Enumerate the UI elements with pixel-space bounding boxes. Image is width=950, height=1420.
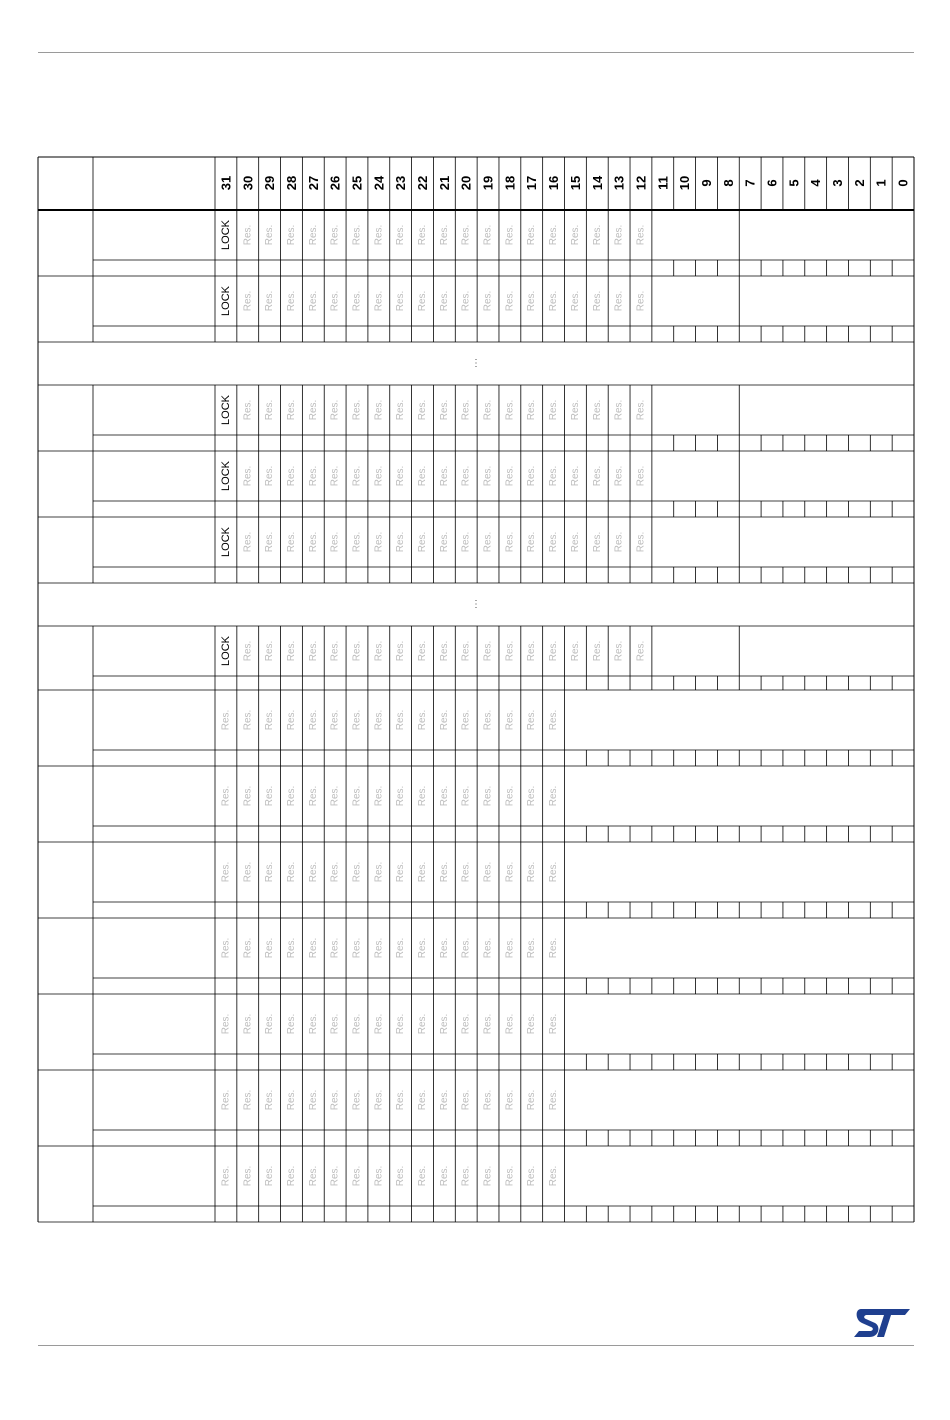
reserved-bit-label: Res. — [613, 465, 625, 487]
reserved-bit-label: Res. — [548, 465, 560, 487]
reserved-bit-label: Res. — [220, 709, 232, 731]
reserved-bit-label: Res. — [285, 1165, 297, 1187]
lock-bit-label: LOCK — [219, 395, 232, 425]
reserved-bit-label: Res. — [504, 709, 516, 731]
reserved-bit-label: Res. — [417, 937, 429, 959]
lock-bit-label: LOCK — [219, 286, 232, 316]
reserved-bit-label: Res. — [438, 1089, 450, 1111]
reserved-bit-label: Res. — [264, 640, 276, 662]
row-ellipsis: ⋮ — [471, 599, 481, 610]
reserved-bit-label: Res. — [548, 785, 560, 807]
reserved-bit-label: Res. — [482, 709, 494, 731]
reserved-bit-label: Res. — [264, 937, 276, 959]
reserved-bit-label: Res. — [438, 1013, 450, 1035]
bit-number-5: 5 — [786, 179, 802, 187]
reserved-bit-label: Res. — [395, 785, 407, 807]
bit-number-19: 19 — [480, 175, 496, 191]
reserved-bit-label: Res. — [220, 937, 232, 959]
reserved-bit-label: Res. — [242, 531, 254, 553]
reserved-bit-label: Res. — [526, 531, 538, 553]
reserved-bit-label: Res. — [417, 399, 429, 421]
bit-number-23: 23 — [393, 175, 409, 191]
reserved-bit-label: Res. — [438, 1165, 450, 1187]
reserved-bit-label: Res. — [548, 1089, 560, 1111]
reserved-bit-label: Res. — [417, 861, 429, 883]
reserved-bit-label: Res. — [548, 1013, 560, 1035]
reserved-bit-label: Res. — [460, 1165, 472, 1187]
reserved-bit-label: Res. — [351, 224, 363, 246]
reserved-bit-label: Res. — [351, 1013, 363, 1035]
reserved-bit-label: Res. — [264, 399, 276, 421]
reserved-bit-label: Res. — [220, 1013, 232, 1035]
reserved-bit-label: Res. — [417, 640, 429, 662]
reserved-bit-label: Res. — [548, 937, 560, 959]
reserved-bit-label: Res. — [613, 290, 625, 312]
reserved-bit-label: Res. — [373, 1089, 385, 1111]
reserved-bit-label: Res. — [264, 1013, 276, 1035]
reserved-bit-label: Res. — [438, 399, 450, 421]
row-ellipsis: ⋮ — [471, 358, 481, 369]
reserved-bit-label: Res. — [307, 1013, 319, 1035]
reserved-bit-label: Res. — [264, 531, 276, 553]
reserved-bit-label: Res. — [417, 290, 429, 312]
reserved-bit-label: Res. — [307, 399, 319, 421]
lock-bit-label: LOCK — [219, 527, 232, 557]
reserved-bit-label: Res. — [395, 1013, 407, 1035]
bit-number-31: 31 — [218, 175, 234, 191]
reserved-bit-label: Res. — [460, 399, 472, 421]
reserved-bit-label: Res. — [526, 861, 538, 883]
reserved-bit-label: Res. — [395, 640, 407, 662]
reserved-bit-label: Res. — [264, 465, 276, 487]
reserved-bit-label: Res. — [482, 1013, 494, 1035]
bit-number-8: 8 — [720, 179, 736, 187]
lock-bit-label: LOCK — [219, 220, 232, 250]
reserved-bit-label: Res. — [482, 1165, 494, 1187]
reserved-bit-label: Res. — [307, 861, 319, 883]
reserved-bit-label: Res. — [264, 1089, 276, 1111]
reserved-bit-label: Res. — [482, 640, 494, 662]
bit-number-26: 26 — [327, 175, 343, 191]
reserved-bit-label: Res. — [307, 224, 319, 246]
reserved-bit-label: Res. — [395, 399, 407, 421]
reserved-bit-label: Res. — [307, 640, 319, 662]
reserved-bit-label: Res. — [373, 465, 385, 487]
reserved-bit-label: Res. — [526, 465, 538, 487]
reserved-bit-label: Res. — [329, 1013, 341, 1035]
reserved-bit-label: Res. — [504, 290, 516, 312]
bit-number-14: 14 — [589, 175, 605, 191]
reserved-bit-label: Res. — [548, 224, 560, 246]
reserved-bit-label: Res. — [635, 640, 647, 662]
reserved-bit-label: Res. — [526, 290, 538, 312]
reserved-bit-label: Res. — [307, 937, 319, 959]
reserved-bit-label: Res. — [329, 937, 341, 959]
reserved-bit-label: Res. — [285, 937, 297, 959]
reserved-bit-label: Res. — [285, 861, 297, 883]
bit-number-25: 25 — [349, 175, 365, 191]
reserved-bit-label: Res. — [504, 399, 516, 421]
reserved-bit-label: Res. — [569, 531, 581, 553]
reserved-bit-label: Res. — [351, 861, 363, 883]
reserved-bit-label: Res. — [526, 1165, 538, 1187]
reserved-bit-label: Res. — [242, 640, 254, 662]
bit-number-24: 24 — [371, 175, 387, 191]
reserved-bit-label: Res. — [395, 290, 407, 312]
bit-number-22: 22 — [415, 175, 431, 191]
reserved-bit-label: Res. — [460, 861, 472, 883]
reserved-bit-label: Res. — [569, 290, 581, 312]
reserved-bit-label: Res. — [504, 1013, 516, 1035]
reserved-bit-label: Res. — [329, 785, 341, 807]
reserved-bit-label: Res. — [526, 224, 538, 246]
reserved-bit-label: Res. — [351, 399, 363, 421]
reserved-bit-label: Res. — [504, 224, 516, 246]
reserved-bit-label: Res. — [417, 224, 429, 246]
reserved-bit-label: Res. — [591, 531, 603, 553]
lock-bit-label: LOCK — [219, 636, 232, 666]
reserved-bit-label: Res. — [504, 937, 516, 959]
reserved-bit-label: Res. — [395, 531, 407, 553]
reserved-bit-label: Res. — [417, 531, 429, 553]
reserved-bit-label: Res. — [504, 1089, 516, 1111]
reserved-bit-label: Res. — [569, 640, 581, 662]
bit-number-17: 17 — [524, 175, 540, 191]
reserved-bit-label: Res. — [460, 290, 472, 312]
bit-number-9: 9 — [698, 179, 714, 187]
reserved-bit-label: Res. — [548, 709, 560, 731]
bit-number-29: 29 — [262, 175, 278, 191]
reserved-bit-label: Res. — [526, 937, 538, 959]
reserved-bit-label: Res. — [635, 531, 647, 553]
reserved-bit-label: Res. — [482, 399, 494, 421]
reserved-bit-label: Res. — [373, 290, 385, 312]
reserved-bit-label: Res. — [460, 785, 472, 807]
reserved-bit-label: Res. — [285, 709, 297, 731]
reserved-bit-label: Res. — [264, 861, 276, 883]
reserved-bit-label: Res. — [526, 1013, 538, 1035]
reserved-bit-label: Res. — [438, 531, 450, 553]
bit-number-1: 1 — [873, 179, 889, 187]
reserved-bit-label: Res. — [285, 1089, 297, 1111]
reserved-bit-label: Res. — [373, 224, 385, 246]
reserved-bit-label: Res. — [329, 861, 341, 883]
reserved-bit-label: Res. — [482, 465, 494, 487]
reserved-bit-label: Res. — [460, 224, 472, 246]
reserved-bit-label: Res. — [482, 937, 494, 959]
reserved-bit-label: Res. — [242, 465, 254, 487]
reserved-bit-label: Res. — [242, 1013, 254, 1035]
reserved-bit-label: Res. — [438, 640, 450, 662]
reserved-bit-label: Res. — [373, 531, 385, 553]
reserved-bit-label: Res. — [264, 224, 276, 246]
reserved-bit-label: Res. — [351, 640, 363, 662]
reserved-bit-label: Res. — [307, 531, 319, 553]
reserved-bit-label: Res. — [417, 1013, 429, 1035]
reserved-bit-label: Res. — [526, 785, 538, 807]
reserved-bit-label: Res. — [264, 1165, 276, 1187]
reserved-bit-label: Res. — [482, 224, 494, 246]
reserved-bit-label: Res. — [591, 399, 603, 421]
reserved-bit-label: Res. — [438, 861, 450, 883]
reserved-bit-label: Res. — [548, 1165, 560, 1187]
reserved-bit-label: Res. — [285, 531, 297, 553]
reserved-bit-label: Res. — [307, 290, 319, 312]
reserved-bit-label: Res. — [264, 290, 276, 312]
reserved-bit-label: Res. — [329, 531, 341, 553]
reserved-bit-label: Res. — [395, 937, 407, 959]
reserved-bit-label: Res. — [285, 1013, 297, 1035]
reserved-bit-label: Res. — [351, 785, 363, 807]
reserved-bit-label: Res. — [220, 785, 232, 807]
reserved-bit-label: Res. — [329, 465, 341, 487]
reserved-bit-label: Res. — [548, 861, 560, 883]
reserved-bit-label: Res. — [591, 224, 603, 246]
bit-number-18: 18 — [502, 175, 518, 191]
reserved-bit-label: Res. — [285, 465, 297, 487]
reserved-bit-label: Res. — [373, 937, 385, 959]
reserved-bit-label: Res. — [417, 709, 429, 731]
reserved-bit-label: Res. — [504, 1165, 516, 1187]
reserved-bit-label: Res. — [285, 399, 297, 421]
reserved-bit-label: Res. — [438, 224, 450, 246]
reserved-bit-label: Res. — [548, 290, 560, 312]
reserved-bit-label: Res. — [395, 861, 407, 883]
reserved-bit-label: Res. — [351, 937, 363, 959]
reserved-bit-label: Res. — [329, 1089, 341, 1111]
reserved-bit-label: Res. — [635, 465, 647, 487]
reserved-bit-label: Res. — [613, 640, 625, 662]
reserved-bit-label: Res. — [482, 290, 494, 312]
reserved-bit-label: Res. — [329, 1165, 341, 1187]
reserved-bit-label: Res. — [569, 224, 581, 246]
reserved-bit-label: Res. — [351, 1089, 363, 1111]
bit-number-30: 30 — [240, 175, 256, 191]
reserved-bit-label: Res. — [329, 224, 341, 246]
reserved-bit-label: Res. — [242, 1165, 254, 1187]
reserved-bit-label: Res. — [635, 399, 647, 421]
reserved-bit-label: Res. — [285, 290, 297, 312]
reserved-bit-label: Res. — [438, 785, 450, 807]
reserved-bit-label: Res. — [526, 399, 538, 421]
reserved-bit-label: Res. — [613, 531, 625, 553]
reserved-bit-label: Res. — [395, 1165, 407, 1187]
bit-number-27: 27 — [305, 175, 321, 191]
reserved-bit-label: Res. — [373, 399, 385, 421]
reserved-bit-label: Res. — [307, 1165, 319, 1187]
reserved-bit-label: Res. — [417, 1165, 429, 1187]
reserved-bit-label: Res. — [460, 1089, 472, 1111]
reserved-bit-label: Res. — [526, 709, 538, 731]
reserved-bit-label: Res. — [460, 465, 472, 487]
bit-number-3: 3 — [830, 179, 846, 187]
bit-number-11: 11 — [655, 176, 671, 190]
reserved-bit-label: Res. — [482, 785, 494, 807]
reserved-bit-label: Res. — [373, 861, 385, 883]
reserved-bit-label: Res. — [242, 861, 254, 883]
reserved-bit-label: Res. — [504, 465, 516, 487]
reserved-bit-label: Res. — [460, 640, 472, 662]
reserved-bit-label: Res. — [242, 785, 254, 807]
reserved-bit-label: Res. — [460, 531, 472, 553]
bit-number-12: 12 — [633, 175, 649, 191]
reserved-bit-label: Res. — [482, 1089, 494, 1111]
reserved-bit-label: Res. — [635, 290, 647, 312]
reserved-bit-label: Res. — [548, 399, 560, 421]
reserved-bit-label: Res. — [526, 1089, 538, 1111]
reserved-bit-label: Res. — [460, 937, 472, 959]
reserved-bit-label: Res. — [351, 531, 363, 553]
reserved-bit-label: Res. — [264, 785, 276, 807]
reserved-bit-label: Res. — [613, 399, 625, 421]
reserved-bit-label: Res. — [591, 465, 603, 487]
bit-number-2: 2 — [851, 179, 867, 187]
reserved-bit-label: Res. — [329, 640, 341, 662]
reserved-bit-label: Res. — [417, 465, 429, 487]
reserved-bit-label: Res. — [285, 785, 297, 807]
reserved-bit-label: Res. — [351, 709, 363, 731]
reserved-bit-label: Res. — [242, 1089, 254, 1111]
lock-bit-label: LOCK — [219, 461, 232, 491]
bit-number-21: 21 — [436, 175, 452, 191]
reserved-bit-label: Res. — [460, 709, 472, 731]
reserved-bit-label: Res. — [395, 1089, 407, 1111]
bit-number-10: 10 — [677, 175, 693, 191]
reserved-bit-label: Res. — [264, 709, 276, 731]
bit-number-16: 16 — [546, 175, 562, 191]
bit-number-13: 13 — [611, 175, 627, 191]
bit-number-28: 28 — [283, 175, 299, 191]
reserved-bit-label: Res. — [438, 709, 450, 731]
reserved-bit-label: Res. — [569, 399, 581, 421]
reserved-bit-label: Res. — [569, 465, 581, 487]
reserved-bit-label: Res. — [307, 465, 319, 487]
reserved-bit-label: Res. — [482, 861, 494, 883]
reserved-bit-label: Res. — [438, 465, 450, 487]
reserved-bit-label: Res. — [329, 399, 341, 421]
reserved-bit-label: Res. — [395, 709, 407, 731]
reserved-bit-label: Res. — [373, 709, 385, 731]
reserved-bit-label: Res. — [548, 640, 560, 662]
reserved-bit-label: Res. — [504, 861, 516, 883]
reserved-bit-label: Res. — [526, 640, 538, 662]
bit-number-6: 6 — [764, 179, 780, 187]
bit-number-0: 0 — [895, 179, 911, 187]
reserved-bit-label: Res. — [591, 640, 603, 662]
reserved-bit-label: Res. — [504, 785, 516, 807]
reserved-bit-label: Res. — [460, 1013, 472, 1035]
reserved-bit-label: Res. — [307, 1089, 319, 1111]
bit-number-7: 7 — [742, 179, 758, 187]
reserved-bit-label: Res. — [373, 640, 385, 662]
bit-number-4: 4 — [808, 179, 824, 187]
reserved-bit-label: Res. — [351, 1165, 363, 1187]
reserved-bit-label: Res. — [613, 224, 625, 246]
reserved-bit-label: Res. — [548, 531, 560, 553]
bit-number-15: 15 — [567, 175, 583, 191]
reserved-bit-label: Res. — [220, 1165, 232, 1187]
reserved-bit-label: Res. — [373, 1165, 385, 1187]
reserved-bit-label: Res. — [504, 640, 516, 662]
reserved-bit-label: Res. — [351, 465, 363, 487]
reserved-bit-label: Res. — [329, 290, 341, 312]
reserved-bit-label: Res. — [242, 709, 254, 731]
reserved-bit-label: Res. — [285, 640, 297, 662]
reserved-bit-label: Res. — [373, 785, 385, 807]
bottom-rule — [38, 1345, 914, 1346]
reserved-bit-label: Res. — [220, 1089, 232, 1111]
reserved-bit-label: Res. — [417, 1089, 429, 1111]
reserved-bit-label: Res. — [351, 290, 363, 312]
st-logo-icon — [853, 1308, 911, 1338]
reserved-bit-label: Res. — [307, 785, 319, 807]
reserved-bit-label: Res. — [285, 224, 297, 246]
reserved-bit-label: Res. — [591, 290, 603, 312]
reserved-bit-label: Res. — [635, 224, 647, 246]
reserved-bit-label: Res. — [395, 224, 407, 246]
reserved-bit-label: Res. — [504, 531, 516, 553]
reserved-bit-label: Res. — [395, 465, 407, 487]
reserved-bit-label: Res. — [438, 290, 450, 312]
reserved-bit-label: Res. — [242, 290, 254, 312]
reserved-bit-label: Res. — [438, 937, 450, 959]
reserved-bit-label: Res. — [242, 399, 254, 421]
reserved-bit-label: Res. — [242, 937, 254, 959]
reserved-bit-label: Res. — [417, 785, 429, 807]
reserved-bit-label: Res. — [242, 224, 254, 246]
reserved-bit-label: Res. — [329, 709, 341, 731]
bit-number-20: 20 — [458, 175, 474, 191]
reserved-bit-label: Res. — [307, 709, 319, 731]
reserved-bit-label: Res. — [373, 1013, 385, 1035]
reserved-bit-label: Res. — [220, 861, 232, 883]
reserved-bit-label: Res. — [482, 531, 494, 553]
